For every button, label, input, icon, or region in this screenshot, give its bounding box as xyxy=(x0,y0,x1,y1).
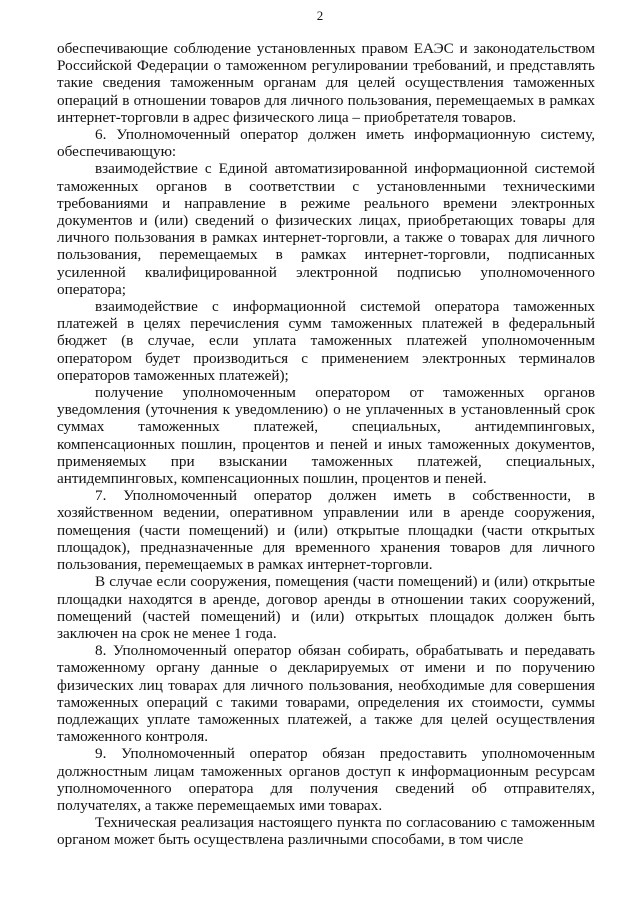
paragraph-clause-8: 8. Уполномоченный оператор обязан собирать, обрабатывать и передавать таможенному органу данные о декларируемых от имени и по поручению физических лиц товарах для личного пользования, необходимые для совершения таможенных операций с такими товарами, определения их стоимости, суммы подлежащих уплате таможенных платежей, а также для целей осуществления таможенного контроля. xyxy=(57,642,595,746)
paragraph-clause-6-item-3: получение уполномоченным оператором от таможенных органов уведомления (уточнения к уведомлению) о не уплаченных в установленный срок суммах таможенных платежей, специальных, антидемпинговых, компенсационных пошлин, процентов и пеней и иных таможенных документов, применяемых при взыскании таможенных платежей, специальных, антидемпинговых, компенсационных пошлин, процентов и пеней. xyxy=(57,384,595,488)
paragraph-clause-6-item-2: взаимодействие с информационной системой оператора таможенных платежей в целях перечисления сумм таможенных платежей в федеральный бюджет (в случае, если уплата таможенных платежей уполномоченным оператором будет производиться с применением электронных терминалов операторов таможенных платежей); xyxy=(57,298,595,384)
paragraph-continuation: обеспечивающие соблюдение установленных правом ЕАЭС и законодательством Российской Федерации о таможенном регулировании требований, и представлять такие сведения таможенным органам для целей осуществления таможенных операций в отношении товаров для личного пользования, перемещаемых в рамках интернет-торговли в адрес физического лица – приобретателя товаров. xyxy=(57,40,595,126)
document-body xyxy=(57,40,595,849)
paragraph-clause-6-item-1: взаимодействие с Единой автоматизированной информационной системой таможенных органов в соответствии с установленными техническими требованиями и направление в режиме реального времени электронных документов и (или) сведений о физических лицах, приобретающих товары для личного пользования в рамках интернет-торговли, а также о товарах для личного пользования, перемещаемых в рамках интернет-торговли, подписанных усиленной квалифицированной электронной подписью уполномоченного оператора; xyxy=(57,160,595,298)
paragraph-clause-7-lease: В случае если сооружения, помещения (части помещений) и (или) открытые площадки находятся в аренде, договор аренды в отношении таких сооружений, помещений (частей помещений) и (или) открытых площадок должен быть заключен на срок не менее 1 года. xyxy=(57,573,595,642)
page-number: 2 xyxy=(316,8,324,23)
paragraph-clause-7: 7. Уполномоченный оператор должен иметь в собственности, в хозяйственном ведении, оперативном управлении или в аренде сооружения, помещения (части помещений) и (или) открытые площадки (части открытых площадок), предназначенные для временного хранения товаров для личного пользования, перемещаемых в рамках интернет-торговли. xyxy=(57,487,595,574)
paragraph-clause-9-technical: Техническая реализация настоящего пункта по согласованию с таможенным органом может быть осуществлена различными способами, в том числе xyxy=(57,814,595,849)
paragraph-clause-6: 6. Уполномоченный оператор должен иметь информационную систему, обеспечивающую: xyxy=(57,126,595,161)
paragraph-clause-9: 9. Уполномоченный оператор обязан предоставить уполномоченным должностным лицам таможенных органов доступ к информационным ресурсам уполномоченного оператора для получения сведений об отправителях, получателях, а также перемещаемых ими товарах. xyxy=(57,745,595,814)
